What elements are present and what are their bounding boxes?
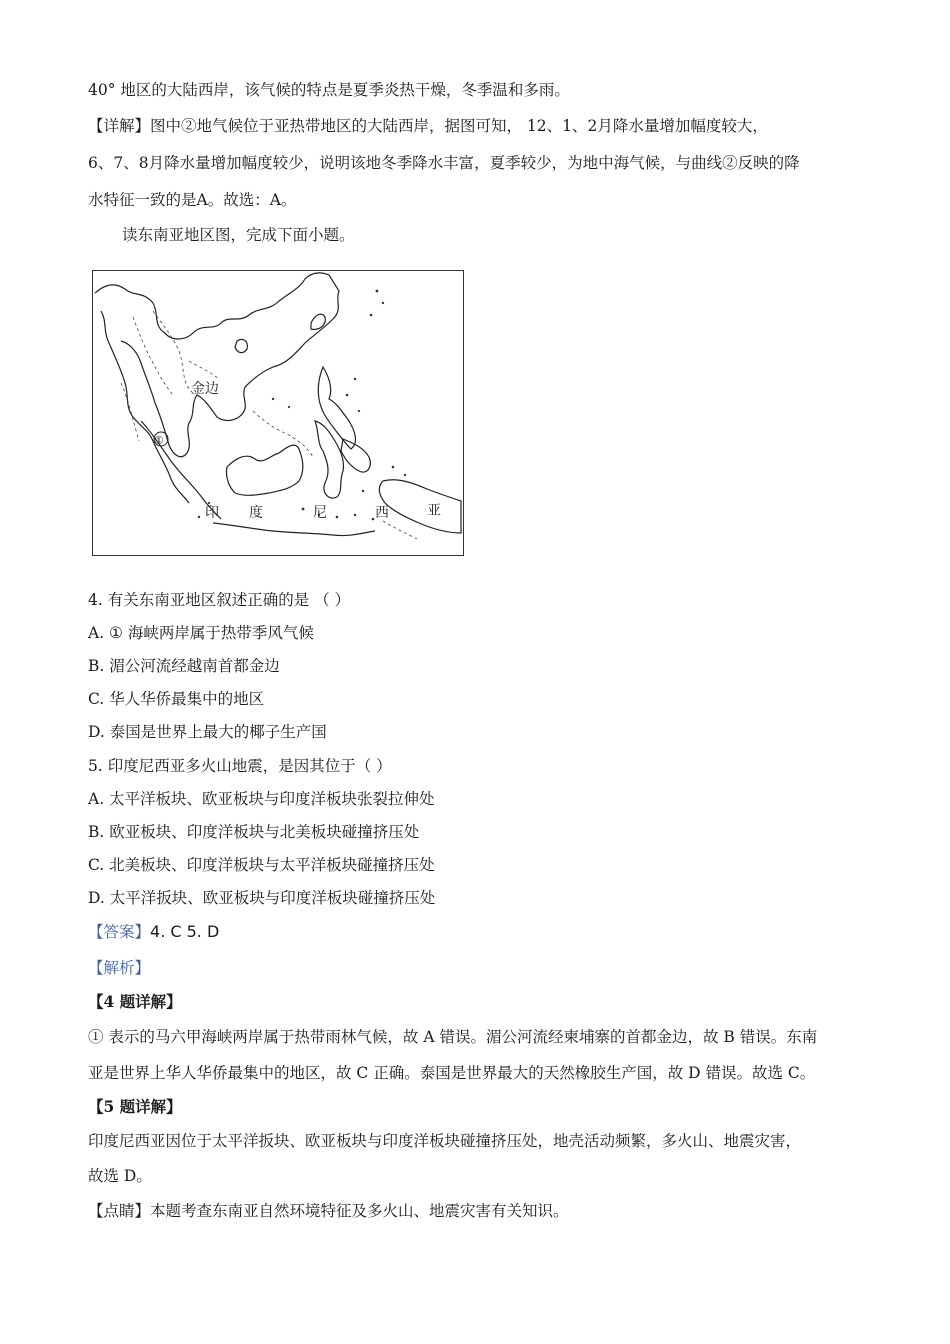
southeast-asia-map (92, 270, 464, 556)
map-drawing (93, 271, 462, 554)
question-5-option-d: D. 太平洋扳块、欧亚板块与印度洋板块碰撞挤压处 (88, 889, 436, 907)
question-4-option-d: D. 泰国是世界上最大的椰子生产国 (88, 723, 327, 741)
borders (121, 311, 417, 539)
analysis-label: 【解析】 (88, 959, 151, 977)
question-4-analysis-heading: 【4 题详解】 (88, 992, 182, 1011)
question-4-analysis-line-2: 亚是世界上华人华侨最集中的地区，故 C 正确。泰国是世界最大的天然橡胶生产国，故 D 错误。故选 C。 (88, 1064, 816, 1082)
question-5-option-a: A. 太平洋板块、欧亚板块与印度洋板块张裂拉伸处 (88, 790, 435, 808)
question-5-option-b: B. 欧亚板块、印度洋板块与北美板块碰撞挤压处 (88, 823, 420, 841)
question-5-analysis-heading: 【5 题详解】 (88, 1097, 182, 1116)
map-label-bian: 边 (205, 381, 219, 397)
answer-line (88, 922, 219, 942)
coastlines (95, 273, 461, 536)
comment-line: 【点睛】本题考查东南亚自然环境特征及多火山、地震灾害有关知识。 (88, 1202, 569, 1220)
map-label-circle-one: ① (154, 434, 164, 447)
question-5-option-c: C. 北美板块、印度洋板块与太平洋板块碰撞挤压处 (88, 856, 435, 874)
map-label-xi: 西 (375, 505, 389, 521)
map-label-yin: 印 (205, 505, 219, 521)
map-label-ni: 尼 (313, 505, 327, 521)
map-label-jin: 金 (191, 381, 205, 397)
question-4-option-b: B. 湄公河流经越南首都金边 (88, 657, 280, 675)
island-dots (198, 290, 406, 521)
answer-value: 4. C 5. D (150, 922, 220, 941)
question-5-analysis-line-2: 故选 D。 (88, 1167, 152, 1185)
question-5-analysis-line-1: 印度尼西亚因位于太平洋扳块、欧亚板块与印度洋板块碰撞挤压处，地壳活动频繁，多火山、地震灾害， (88, 1132, 802, 1150)
question-4-option-c: C. 华人华侨最集中的地区 (88, 690, 265, 708)
prev-explanation-line-3: 6、7、8月降水量增加幅度较少，说明该地冬季降水丰富，夏季较少，为地中海气候，与曲线②反映的降 (88, 154, 800, 172)
answer-label: 【答案】 (88, 923, 151, 941)
prev-explanation-line-4: 水特征一致的是A。故选：A。 (88, 191, 297, 209)
prev-explanation-line-1: 40° 地区的大陆西岸，该气候的特点是夏季炎热干燥，冬季温和多雨。 (88, 81, 570, 99)
question-4-analysis-line-1: ① 表示的马六甲海峡两岸属于热带雨林气候，故 A 错误。湄公河流经柬埔寨的首都金边，故 B 错误。东南 (88, 1028, 818, 1046)
question-5-stem: 5. 印度尼西亚多火山地震，是因其位于（ ） (88, 757, 392, 775)
map-instruction: 读东南亚地区图，完成下面小题。 (122, 226, 355, 244)
map-label-du: 度 (249, 505, 263, 521)
prev-explanation-line-2: 【详解】图中②地气候位于亚热带地区的大陆西岸，据图可知， 12、1、2月降水量增加幅度较大， (88, 117, 768, 135)
question-4-option-a: A. ① 海峡两岸属于热带季风气候 (88, 624, 314, 642)
map-label-ya: 亚 (427, 503, 441, 519)
question-4-stem: 4. 有关东南亚地区叙述正确的是 （ ） (88, 591, 351, 609)
